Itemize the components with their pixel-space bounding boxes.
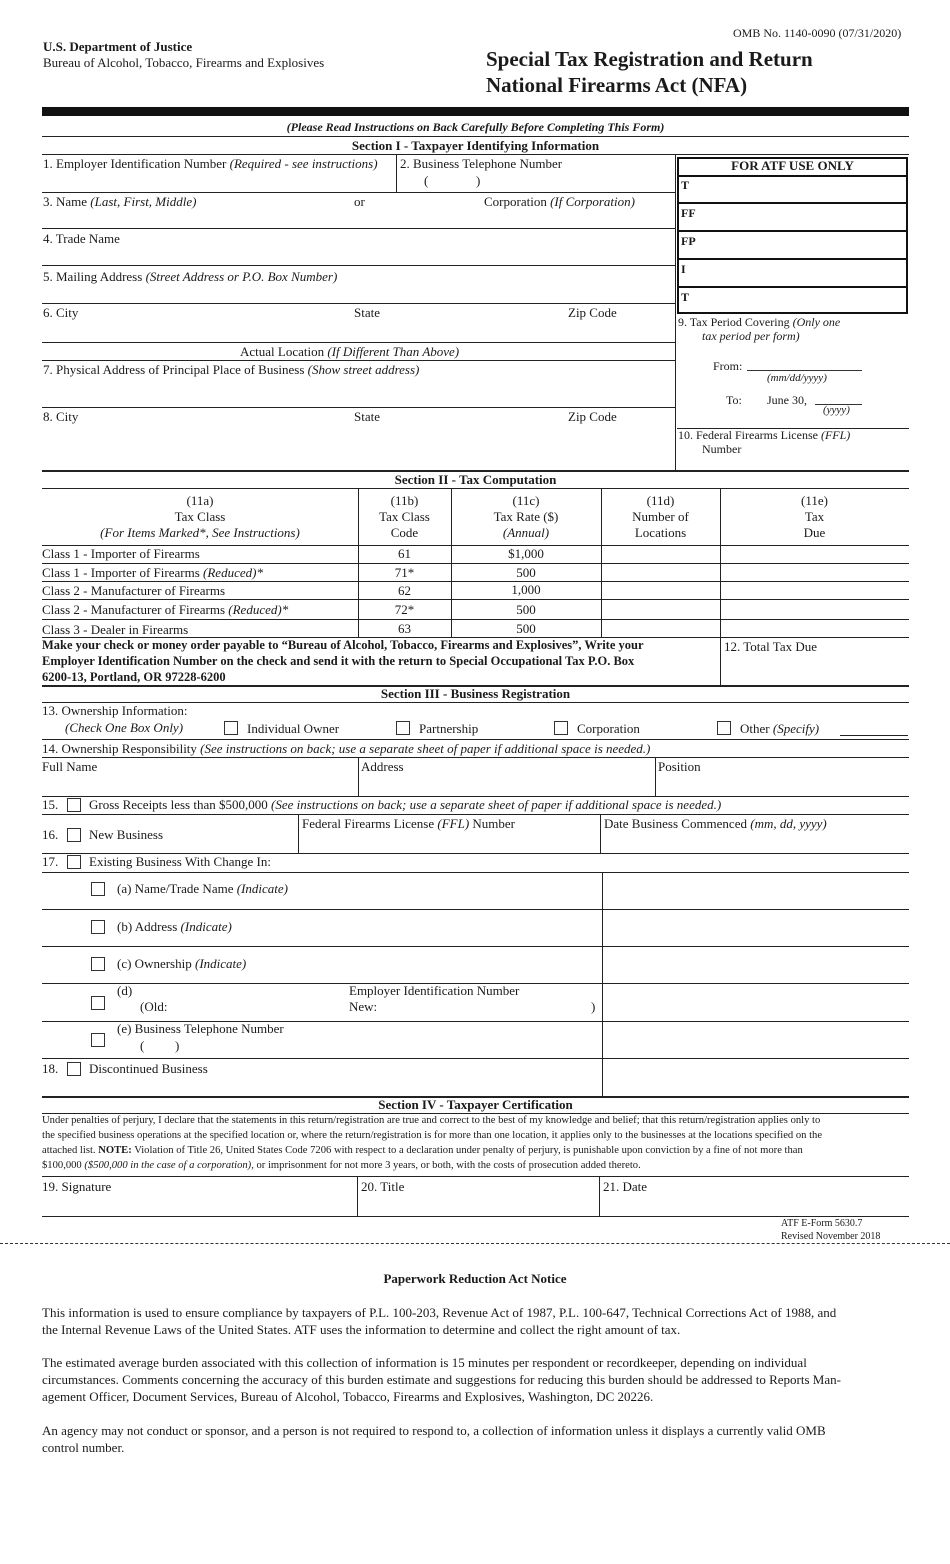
discontinued-business-label: Discontinued Business (89, 1061, 208, 1076)
cut-line (0, 1243, 950, 1244)
section2-title: Section II - Tax Computation (394, 472, 557, 487)
paperwork-p1-l1: This information is used to ensure compliance by taxpayers of P.L. 100-203, Revenue Act of 1987, P.L. 100-647, Technical Corrections Act of 1988, and (42, 1305, 837, 1320)
city-label: 6. City (43, 305, 79, 320)
discontinued-business-checkbox[interactable] (67, 1062, 81, 1076)
tax-row-class: Class 2 - Manufacturer of Firearms (42, 583, 226, 598)
tax-row-code: 61 (398, 546, 411, 561)
certification-text-3: attached list. NOTE: Violation of Title 26, United States Code 7206 with respect to a declaration under penalty of perjury, is punishable upon conviction by a fine of not more than (42, 1145, 803, 1156)
from-format: (mm/dd/yyyy) (767, 372, 827, 384)
tax-row-class: Class 1 - Importer of Firearms (42, 546, 200, 561)
date-commenced-label: Date Business Commenced (mm, dd, yyyy) (604, 816, 827, 831)
tax-row-rate: 500 (516, 602, 536, 617)
physical-address-label: 7. Physical Address of Principal Place of Business (Show street address) (43, 362, 420, 377)
atf-use-only-box (677, 157, 908, 314)
change-address-checkbox[interactable] (91, 920, 105, 934)
header-thick-rule (42, 107, 909, 116)
agency-name: U.S. Department of Justice (43, 39, 193, 54)
section4-title: Section IV - Taxpayer Certification (378, 1097, 573, 1112)
paperwork-p2-l2: circumstances. Comments concerning the accuracy of this burden estimate and suggestions for reducing this burden should be addressed to Reports Man- (42, 1372, 841, 1387)
phone-paren-close: ) (476, 173, 481, 188)
individual-owner-checkbox[interactable] (224, 721, 238, 735)
ein-change-label: Employer Identification Number (349, 983, 520, 998)
existing-business-label: Existing Business With Change In: (89, 854, 271, 869)
title-label: 20. Title (361, 1179, 405, 1194)
form-title: Special Tax Registration and Return (486, 47, 813, 71)
change-name-checkbox[interactable] (91, 882, 105, 896)
instructions-note: (Please Read Instructions on Back Carefully Before Completing This Form) (286, 120, 665, 134)
change-ein-checkbox[interactable] (91, 996, 105, 1010)
corporation-label: Corporation (If Corporation) (484, 194, 635, 209)
corporation-checkbox[interactable] (554, 721, 568, 735)
corporation-option-label: Corporation (577, 721, 640, 736)
tax-row-rate: 1,000 (511, 582, 541, 597)
check-one-note: (Check One Box Only) (65, 720, 184, 735)
name-label: 3. Name (Last, First, Middle) (43, 194, 197, 209)
col-11b-header: (11b) Tax Class Code (379, 493, 430, 540)
phone-paren-open: ( (424, 173, 429, 188)
change-name-label: (a) Name/Trade Name (Indicate) (117, 881, 288, 896)
col-11a-header: (11a) Tax Class (For Items Marked*, See Instructions) (100, 493, 300, 540)
bureau-name: Bureau of Alcohol, Tobacco, Firearms and Explosives (43, 55, 325, 70)
partnership-checkbox[interactable] (396, 721, 410, 735)
omb-number: OMB No. 1140-0090 (07/31/2020) (733, 26, 902, 40)
tax-row-class: Class 2 - Manufacturer of Firearms (Reduced)* (42, 602, 289, 617)
section1-title: Section I - Taxpayer Identifying Information (351, 138, 600, 153)
tax-row-rate: 500 (516, 565, 536, 580)
other-checkbox[interactable] (717, 721, 731, 735)
tax-row-code: 71* (394, 565, 415, 580)
to-format: (yyyy) (823, 404, 850, 416)
total-tax-due-label: 12. Total Tax Due (724, 639, 818, 654)
paperwork-p2-l3: agement Officer, Document Services, Bureau of Alcohol, Tobacco, Firearms and Explosives, Washington, DC 20226. (42, 1389, 654, 1404)
certification-text-2: the specified business operations at the specified location or, where the return/registration is for more than one location, it applies only to the businesses at the locations specified on the (42, 1130, 823, 1141)
june-label: June 30, (767, 393, 807, 407)
certification-text-4: $100,000 ($500,000 in the case of a corporation), or imprisonment for not more 3 years, or both, with the costs of prosecution added thereto. (42, 1160, 641, 1171)
state2-label: State (354, 409, 380, 424)
paperwork-title: Paperwork Reduction Act Notice (383, 1271, 567, 1286)
payment-instructions-3: 6200-13, Portland, OR 97228-6200 (42, 670, 226, 684)
new-business-checkbox[interactable] (67, 828, 81, 842)
col-11c-header: (11c) Tax Rate ($) (Annual) (493, 493, 559, 540)
atf-box-title: FOR ATF USE ONLY (731, 158, 854, 173)
form-revised: Revised November 2018 (781, 1231, 881, 1242)
or-label: or (354, 194, 365, 209)
ein-new-label: New: (349, 999, 378, 1014)
to-label: To: (726, 393, 742, 407)
zip2-label: Zip Code (568, 409, 617, 424)
ffl-number-label: Federal Firearms License (FFL) Number (302, 816, 516, 831)
state-label: State (354, 305, 380, 320)
f16-number: 16. (42, 827, 59, 842)
ffl-label: 10. Federal Firearms License (FFL) (678, 428, 851, 442)
tax-row-rate: 500 (516, 621, 536, 636)
tax-row-code: 62 (398, 583, 411, 598)
atf-row-i: I (681, 262, 686, 276)
ein-input[interactable] (100, 174, 384, 190)
f18-number: 18. (42, 1061, 59, 1076)
f15-number: 15. (42, 797, 59, 812)
atf-row-fp: FP (681, 234, 696, 248)
form-subtitle: National Firearms Act (NFA) (486, 73, 748, 97)
certification-text-1: Under penalties of perjury, I declare that the statements in this return/registration are true and correct to the best of my knowledge and belief; that this return/registration applies only to (42, 1115, 821, 1126)
mailing-address-label: 5. Mailing Address (Street Address or P.O. Box Number) (43, 269, 338, 284)
change-ownership-label: (c) Ownership (Indicate) (117, 956, 247, 971)
ein-old-label: (Old: (140, 999, 168, 1014)
paperwork-p2-l1: The estimated average burden associated with this collection of information is 15 minutes per respondent or recordkeeper, depending on individual (42, 1355, 807, 1370)
individual-owner-label: Individual Owner (247, 721, 340, 736)
zip-label: Zip Code (568, 305, 617, 320)
ein-close-paren: ) (591, 999, 596, 1014)
tax-period-note: tax period per form) (702, 329, 800, 343)
atf-row-t1: T (681, 178, 690, 192)
date-label: 21. Date (603, 1179, 648, 1194)
ein-label: 1. Employer Identification Number (Required - see instructions) (43, 156, 378, 171)
atf-row-t2: T (681, 290, 690, 304)
f17-number: 17. (42, 854, 59, 869)
change-phone-paren-close: ) (175, 1038, 180, 1053)
gross-receipts-label: Gross Receipts less than $500,000 (See instructions on back; use a separate sheet of paper if additional space is needed.) (89, 797, 722, 812)
paperwork-p3-l2: control number. (42, 1440, 125, 1455)
tax-row-class: Class 1 - Importer of Firearms (Reduced)* (42, 565, 263, 580)
payment-instructions-1: Make your check or money order payable to “Bureau of Alcohol, Tobacco, Firearms and Explosives”, Write your (42, 638, 644, 652)
paperwork-p3-l1: An agency may not conduct or sponsor, and a person is not required to respond to, a collection of information unless it displays a currently valid OMB (42, 1423, 826, 1438)
position-label: Position (658, 759, 701, 774)
tax-row-class: Class 3 - Dealer in Firearms (42, 622, 189, 637)
address-label: Address (361, 759, 404, 774)
payment-instructions-2: Employer Identification Number on the check and send it with the return to Special Occupational Tax P.O. Box (42, 654, 635, 668)
existing-business-checkbox[interactable] (67, 855, 81, 869)
col-11e-header: (11e) Tax Due (801, 493, 828, 540)
tax-row-code: 72* (394, 602, 415, 617)
gross-receipts-checkbox[interactable] (67, 798, 81, 812)
col-11d-header: (11d) Number of Locations (632, 493, 689, 540)
new-business-label: New Business (89, 827, 164, 842)
partnership-label: Partnership (419, 721, 479, 736)
business-phone-label: 2. Business Telephone Number (400, 156, 563, 171)
section3-title: Section III - Business Registration (380, 686, 571, 701)
change-phone-checkbox[interactable] (91, 1033, 105, 1047)
ownership-responsibility-label: 14. Ownership Responsibility (See instructions on back; use a separate sheet of paper if additional space is needed.) (42, 741, 651, 756)
signature-label: 19. Signature (42, 1179, 112, 1194)
full-name-label: Full Name (42, 759, 98, 774)
trade-name-label: 4. Trade Name (43, 231, 120, 246)
change-ownership-checkbox[interactable] (91, 957, 105, 971)
city2-label: 8. City (43, 409, 79, 424)
paperwork-p1-l2: the Internal Revenue Laws of the United States. ATF uses the information to determine and collect the right amount of tax. (42, 1322, 681, 1337)
change-ein-marker: (d) (117, 983, 133, 998)
tax-period-label: 9. Tax Period Covering (Only one (678, 315, 841, 329)
form-id: ATF E-Form 5630.7 (781, 1218, 863, 1229)
change-address-label: (b) Address (Indicate) (117, 919, 232, 934)
change-phone-paren-open: ( (140, 1038, 145, 1053)
ownership-info-label: 13. Ownership Information: (42, 703, 188, 718)
from-label: From: (713, 359, 743, 373)
other-label: Other (Specify) (740, 721, 820, 736)
change-phone-label: (e) Business Telephone Number (117, 1021, 284, 1036)
tax-row-code: 63 (398, 621, 411, 636)
tax-row-rate: $1,000 (508, 546, 544, 561)
ffl-label-number: Number (702, 442, 742, 456)
actual-location-label: Actual Location (If Different Than Above) (240, 344, 460, 359)
atf-row-ff: FF (681, 206, 696, 220)
